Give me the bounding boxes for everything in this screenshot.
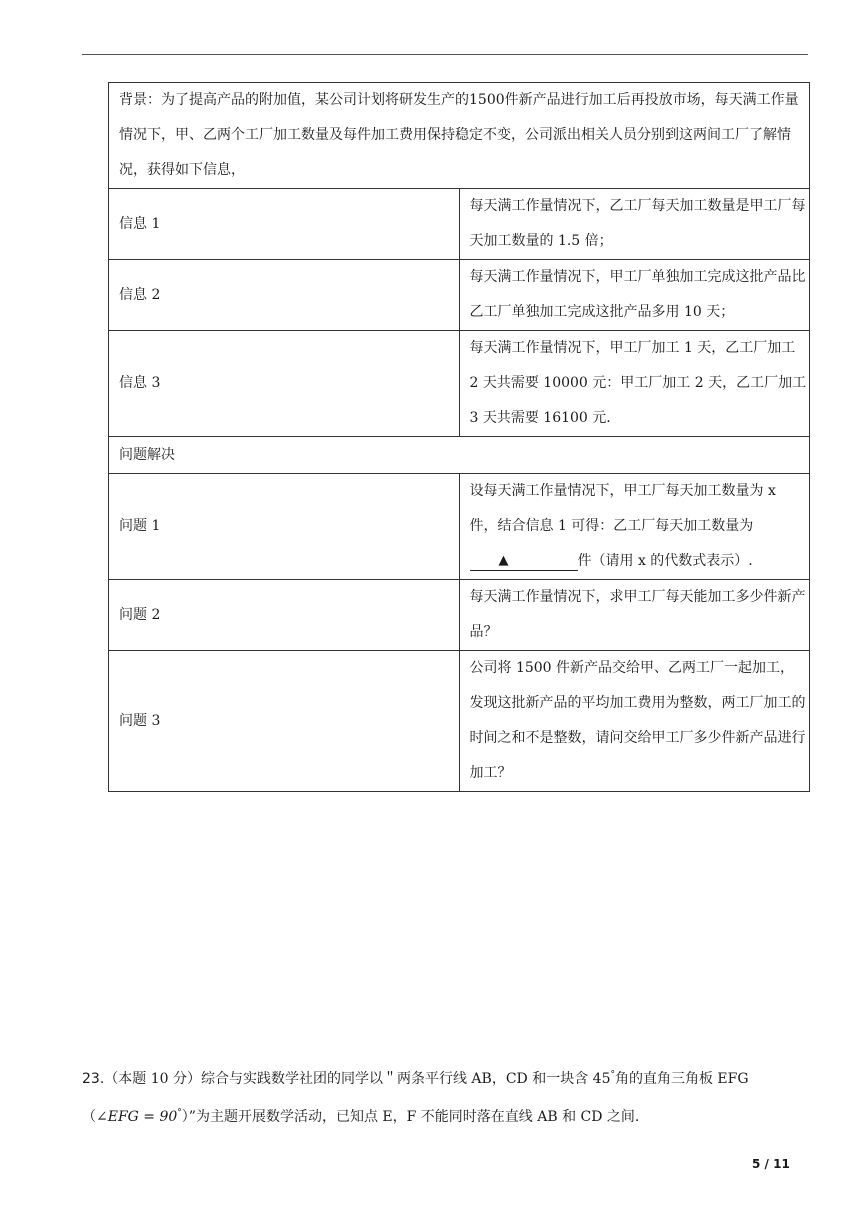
question-23-prefix: （本题 10 分）综合与实践数学社团的同学以＂两条平行线 AB，CD 和一块含 45	[104, 1071, 611, 1087]
angle-expression: ∠EFG = 90	[96, 1109, 178, 1125]
info-1-text: 每天满工作量情况下，乙工厂每天加工数量是甲工厂每天加工数量的 1.5 倍；	[459, 189, 810, 260]
question-23-number: 23.	[82, 1071, 105, 1087]
degree-symbol-2: °	[177, 1108, 182, 1118]
question-1-text-after: 件（请用 x 的代数式表示）.	[577, 553, 753, 569]
triangle-mark-icon: ▲	[498, 553, 509, 568]
question-1-text-before: 设每天满工作量情况下，甲工厂每天加工数量为 x 件，结合信息 1 可得：乙工厂每天加工数量为	[469, 483, 776, 534]
question-3-text: 公司将 1500 件新产品交给甲、乙两工厂一起加工，发现这批新产品的平均加工费用为整数，两工厂加工的时间之和不是整数，请问交给甲工厂多少件新产品进行加工？	[459, 651, 810, 792]
question-23: 23.（本题 10 分）综合与实践数学社团的同学以＂两条平行线 AB，CD 和一块含 45°角的直角三角板 EFG （∠EFG = 90°）”为主题开展数学活动，已知点 E，F 不能同时落在直线 AB 和 CD 之间.	[82, 1070, 749, 1125]
page-number: 5 / 11	[752, 1157, 790, 1171]
background-cell: 背景：为了提高产品的附加值，某公司计划将研发生产的1500件新产品进行加工后再投放市场，每天满工作量情况下，甲、乙两个工厂加工数量及每件加工费用保持稳定不变，公司派出相关人员分别到这两间工厂了解情况，获得如下信息，	[109, 83, 810, 189]
question-3-label: 问题 3	[109, 651, 460, 792]
question-23-suffix: ）”为主题开展数学活动，已知点 E，F 不能同时落在直线 AB 和 CD 之间.	[181, 1109, 640, 1125]
degree-symbol: °	[610, 1070, 615, 1080]
info-1-label: 信息 1	[109, 189, 460, 260]
answer-blank	[470, 551, 578, 571]
question-2-label: 问题 2	[109, 580, 460, 651]
question-23-middle: 角的直角三角板 EFG	[614, 1071, 749, 1087]
problem-solving-header: 问题解决	[109, 437, 810, 474]
problem-table	[108, 82, 810, 792]
question-2-text: 每天满工作量情况下，求甲工厂每天能加工多少件新产品？	[459, 580, 810, 651]
info-3-text: 每天满工作量情况下，甲工厂加工 1 天，乙工厂加工 2 天共需要 10000 元：甲工厂加工 2 天，乙工厂加工 3 天共需要 16100 元.	[459, 331, 810, 437]
info-2-label: 信息 2	[109, 260, 460, 331]
question-1-label: 问题 1	[109, 474, 460, 580]
info-3-label: 信息 3	[109, 331, 460, 437]
question-1-text	[459, 474, 810, 580]
header-rule	[82, 54, 808, 55]
info-2-text: 每天满工作量情况下，甲工厂单独加工完成这批产品比乙工厂单独加工完成这批产品多用 10 天；	[459, 260, 810, 331]
